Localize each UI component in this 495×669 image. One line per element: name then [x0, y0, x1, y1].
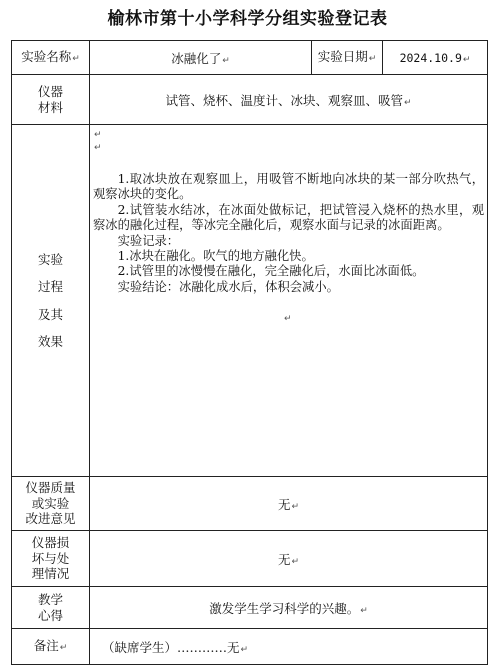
damage-label-cell — [12, 531, 90, 587]
paragraph-mark: ↵ — [368, 54, 377, 65]
damage-label-line: 仪器损 — [31, 535, 70, 551]
process-cell[interactable] — [90, 125, 488, 477]
date-value-cell[interactable] — [383, 41, 488, 75]
paragraph-mark: ↵ — [94, 130, 102, 140]
remark-value: （缺席学生）…………无 — [102, 639, 240, 655]
quality-label-cell — [12, 477, 90, 531]
date-value: 2024.10.9 — [399, 51, 462, 65]
name-label: 实验名称 — [21, 49, 72, 65]
paragraph-mark: ↵ — [360, 605, 368, 616]
date-label: 实验日期 — [317, 49, 368, 65]
date-label-cell — [312, 41, 383, 75]
paragraph-mark: ↵ — [240, 644, 249, 655]
paragraph-mark: ↵ — [291, 501, 300, 512]
paragraph-mark: ↵ — [284, 314, 292, 325]
quality-row — [12, 477, 488, 531]
paragraph-mark: ↵ — [291, 556, 300, 567]
quality-value: 无 — [277, 496, 291, 512]
name-value: 冰融化了 — [171, 50, 222, 66]
paragraph-mark: ↵ — [222, 55, 230, 66]
insight-label-line: 心得 — [37, 607, 63, 623]
materials-value-cell[interactable] — [90, 75, 488, 125]
paragraph-mark: ↵ — [94, 143, 102, 153]
process-paragraph: 实验记录： — [117, 233, 180, 248]
insight-row — [12, 587, 488, 629]
damage-row — [12, 531, 488, 587]
process-row — [12, 125, 488, 477]
paragraph-mark: ↵ — [462, 55, 471, 65]
process-paragraph: 2.试管装水结冰，在冰面处做标记，把试管浸入烧杯的热水里，观察冰的融化过程，等冰完全融化后，观察水面与记录的冰面距离。 — [93, 202, 484, 233]
damage-value-cell[interactable] — [90, 531, 488, 587]
process-label-cell — [12, 125, 90, 477]
process-paragraph: 2.试管里的冰慢慢在融化，完全融化后，水面比冰面低。 — [117, 264, 425, 279]
insight-value: 激发学生学习科学的兴趣。 — [209, 600, 360, 616]
process-label-line: 过程 — [37, 279, 63, 294]
process-paragraph: 实验结论：冰融化成水后，体积会减小。 — [117, 279, 339, 294]
damage-label-line: 理情况 — [31, 566, 70, 582]
materials-label-cell — [12, 75, 90, 125]
process-label-line: 实验 — [37, 251, 63, 267]
materials-label-line: 材料 — [37, 99, 63, 115]
name-label-cell — [12, 41, 90, 75]
materials-row — [12, 75, 488, 125]
materials-label-line: 仪器 — [37, 83, 63, 99]
process-paragraph: 1.冰块在融化。吹气的地方融化快。 — [117, 249, 314, 264]
remark-label-cell — [12, 629, 90, 665]
insight-value-cell[interactable] — [90, 587, 488, 629]
paragraph-mark: ↵ — [403, 97, 412, 108]
insight-label-line: 教学 — [37, 591, 63, 607]
remark-label: 备注 — [33, 638, 59, 654]
remark-value-cell[interactable] — [90, 629, 488, 665]
damage-label-line: 坏与处 — [31, 550, 70, 566]
quality-label-line: 或实验 — [31, 495, 70, 511]
registration-form — [11, 40, 488, 665]
name-value-cell[interactable] — [90, 41, 312, 75]
insight-label-cell — [12, 587, 90, 629]
name-row — [12, 41, 488, 75]
process-label-line: 效果 — [37, 334, 63, 349]
process-paragraph: 1.取冰块放在观察皿上，用吸管不断地向冰块的某一部分吹热气，观察冰块的变化。 — [93, 172, 484, 202]
process-label-line: 及其 — [37, 306, 63, 322]
quality-label-line: 仪器质量 — [25, 480, 76, 496]
paragraph-mark: ↵ — [72, 54, 80, 65]
damage-value: 无 — [277, 551, 291, 567]
remark-row — [12, 629, 488, 665]
page-title: 榆林市第十小学科学分组实验登记表 — [107, 9, 388, 29]
quality-label-line: 改进意见 — [25, 511, 76, 527]
quality-value-cell[interactable] — [90, 477, 488, 531]
paragraph-mark: ↵ — [59, 643, 68, 654]
materials-value: 试管、烧杯、温度计、冰块、观察皿、吸管 — [165, 92, 403, 108]
